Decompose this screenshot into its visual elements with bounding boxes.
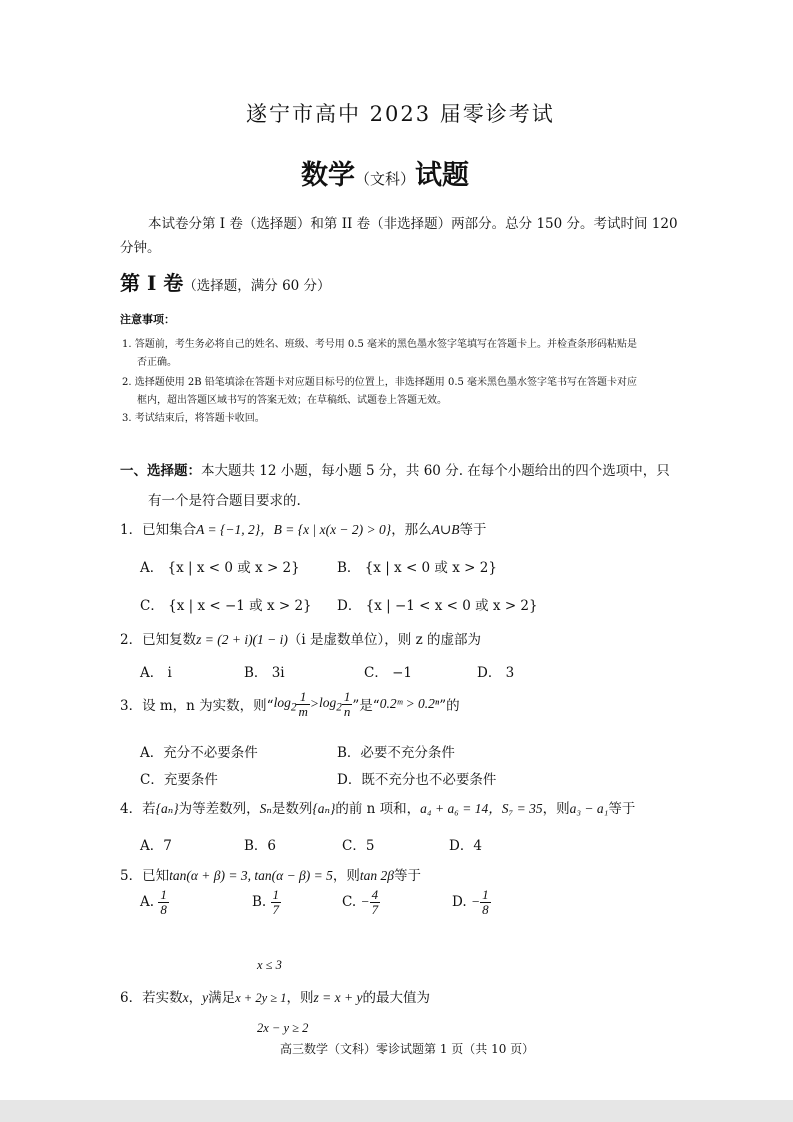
q4-stem-c: 是数列 (271, 801, 313, 817)
q5-option-b (252, 888, 281, 916)
q4-option-b: B．6 (244, 838, 277, 854)
q4-sn: Sₙ (259, 801, 272, 816)
q4-stem-f: 等于 (608, 801, 636, 817)
q5-c-frac (370, 888, 381, 916)
section-heading (120, 459, 670, 479)
subject-note: （文科） (355, 170, 416, 188)
q3-stem-c: ”的 (439, 698, 460, 715)
notice-item-2a: 2. 选择题使用 2B 铅笔填涂在答题卡对应题目标号的位置上，非选择题用 0.5 毫米黑色墨水签字笔书写在答题卡对应 (122, 377, 638, 388)
q3-log-word-2: log (318, 694, 337, 710)
q5-a-den: 8 (160, 901, 167, 917)
q4-cond-2: ，S₇ = 35 (488, 801, 543, 816)
q6-ineq-2: x + 2y ≥ 1 (235, 991, 287, 1005)
q3-frac-m-num: 1 (296, 690, 309, 705)
q4-option-d: D．4 (449, 838, 482, 854)
q3-gt: > (309, 696, 319, 712)
q4-seq: {aₙ} (155, 801, 179, 816)
q6-stem-c: ，则 (286, 990, 314, 1006)
q4-stem-e: ，则 (542, 801, 570, 817)
section-heading-line-2: 有一个是符合题目要求的. (148, 493, 301, 509)
volume-title-text: 第 I 卷 (120, 271, 184, 295)
q1-set-a: A = {−1, 2} (196, 522, 261, 537)
q4-seq-2: {aₙ} (312, 801, 336, 816)
exam-title: 遂宁市高中 2023 届零诊考试 (246, 102, 555, 126)
q2-option-d: D． 3 (477, 665, 515, 681)
q5-c-minus: − (360, 894, 370, 910)
q3-stem-b: ”是“ (352, 698, 380, 715)
q5-option-c (342, 888, 380, 916)
intro-line-2: 分钟。 (120, 240, 161, 256)
q5-d-den: 8 (482, 901, 489, 917)
q2-option-b: B． 3i (244, 665, 285, 681)
q3-option-b: B．必要不充分条件 (337, 745, 455, 761)
q1-stem-a: 1．已知集合 (120, 522, 197, 538)
q1-stem-b: ，那么 (391, 522, 432, 538)
q4-cond-1: a₄ + a₆ = 14 (420, 801, 489, 816)
q1-stem-c: 等于 (459, 522, 487, 538)
q1-option-a: A． {x | x < 0 或 x > 2} (140, 560, 300, 576)
subject-name: 数学 (301, 160, 355, 191)
q4-option-a: A．7 (140, 838, 172, 854)
notice-item-3: 3. 考试结束后，将答题卡收回。 (122, 413, 265, 424)
q5-stem-a: 5．已知 (120, 868, 170, 884)
q3-frac-n-den: n (343, 703, 351, 719)
q5-a-frac (158, 888, 169, 916)
q3-log-base: 2 (290, 701, 297, 714)
question-6 (120, 986, 430, 1006)
page-footer: 高三数学（文科）零诊试题第 1 页（共 10 页） (280, 1042, 535, 1056)
q4-stem-b: 为等差数列， (178, 801, 260, 817)
q3-log-right (318, 694, 342, 714)
question-2 (120, 628, 481, 648)
volume-title (120, 267, 331, 296)
q6-var-x: x (182, 990, 189, 1005)
q3-log-word: log (273, 694, 291, 710)
notice-item-1b: 否正确。 (137, 357, 177, 368)
q2-stem-b: （i 是虚数单位），则 z 的虚部为 (287, 632, 481, 648)
q4-stem-a: 4．若 (120, 801, 156, 817)
viewer-background (0, 1100, 793, 1122)
q6-stem-d: 的最大值为 (362, 990, 430, 1006)
q5-b-label: B. (252, 894, 267, 911)
q3-log-base-2: 2 (336, 701, 342, 714)
q6-sep: ， (188, 990, 203, 1006)
q5-c-num: 4 (371, 887, 379, 902)
q5-d-frac (480, 888, 491, 916)
q2-stem-a: 2．已知复数 (120, 632, 197, 648)
q5-d-minus: − (470, 894, 481, 910)
q5-option-d (452, 888, 491, 916)
q3-frac-n (342, 690, 353, 718)
q2-option-c: C． −1 (364, 665, 413, 681)
q3-frac-m (296, 690, 309, 718)
q6-ineq-3: 2x − y ≥ 2 (257, 1021, 309, 1035)
q5-b-den: 7 (272, 901, 280, 917)
q3-compare: 0.2ᵐ > 0.2ⁿ (379, 696, 440, 712)
q5-c-label: C. (342, 894, 357, 911)
intro-line-1: 本试卷分第 I 卷（选择题）和第 II 卷（非选择题）两部分。总分 150 分。考试时间 120 (148, 216, 678, 232)
notice-item-2b: 框内，超出答题区域书写的答案无效；在草稿纸、试题卷上答题无效。 (137, 395, 447, 406)
question-5 (120, 864, 421, 884)
question-1 (120, 518, 487, 538)
volume-note: （选择题，满分 60 分） (183, 278, 331, 294)
question-3 (120, 690, 460, 718)
q5-b-frac (271, 888, 282, 916)
q3-option-d: D．既不充分也不必要条件 (337, 772, 497, 788)
q2-option-a: A． i (140, 665, 172, 681)
q3-option-a: A．充分不必要条件 (140, 745, 258, 761)
q1-option-b: B． {x | x < 0 或 x > 2} (337, 560, 497, 576)
notice-item-1a: 1. 答题前，考生务必将自己的姓名、班级、考号用 0.5 毫米的黑色墨水签字笔填写在答题卡上。并检查条形码粘贴是 (122, 339, 637, 350)
section-heading-bold: 一、选择题： (120, 463, 201, 479)
q3-stem-a: 3．设 m，n 为实数，则“ (120, 698, 274, 715)
q3-option-c: C．充要条件 (140, 772, 218, 788)
q4-target: a₃ − a₁ (569, 801, 609, 816)
notice-heading: 注意事项： (120, 313, 175, 326)
q2-expr: z = (2 + i)(1 − i) (196, 632, 288, 647)
q5-d-label: D. (452, 894, 467, 911)
q5-b-num: 1 (272, 887, 280, 902)
q5-cond: tan(α + β) = 3, tan(α − β) = 5 (169, 868, 333, 883)
section-heading-text: 本大题共 12 小题，每小题 5 分，共 60 分. 在每个小题给出的四个选项中，只 (201, 463, 670, 479)
q5-stem-c: 等于 (394, 868, 421, 884)
q5-a-label: A. (140, 894, 155, 911)
q5-target: tan 2β (359, 868, 394, 883)
q5-d-num: 1 (482, 887, 489, 902)
q1-option-c: C． {x | x < −1 或 x > 2} (140, 598, 312, 614)
question-4 (120, 797, 635, 817)
q3-log-left (273, 694, 297, 714)
q4-stem-d: 的前 n 项和， (335, 801, 421, 817)
q6-stem-a: 6．若实数 (120, 990, 183, 1006)
subject-tail: 试题 (415, 160, 470, 191)
q1-set-b: ，B = {x | x(x − 2) > 0} (260, 522, 392, 537)
q6-stem-b: 满足 (208, 990, 236, 1006)
q4-option-c: C．5 (342, 838, 375, 854)
q3-frac-m-den: m (298, 703, 308, 719)
q5-c-den: 7 (371, 901, 379, 917)
q5-stem-b: ，则 (332, 868, 360, 884)
q5-option-a (140, 888, 169, 916)
q6-target: z = x + y (313, 990, 363, 1005)
q6-ineq-1: x ≤ 3 (257, 958, 282, 972)
q5-a-num: 1 (160, 887, 167, 902)
subject-title (301, 153, 469, 192)
q6-var-y: y (202, 990, 209, 1005)
q3-frac-n-num: 1 (343, 689, 351, 704)
q1-option-d: D． {x | −1 < x < 0 或 x > 2} (337, 598, 538, 614)
q1-union: A∪B (431, 522, 460, 537)
